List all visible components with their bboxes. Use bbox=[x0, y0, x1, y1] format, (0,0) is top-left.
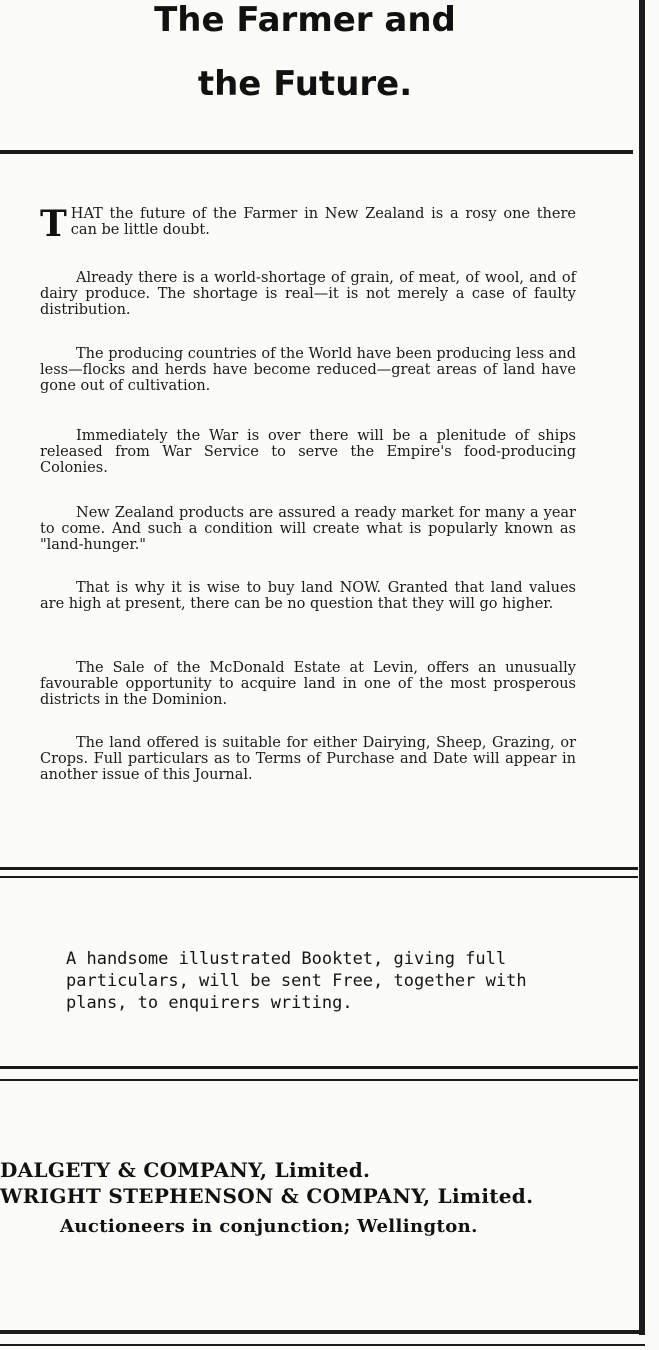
paragraph-land-offered: The land offered is suitable for either Dairying, Sheep, Grazing, or Crops. Full particulars as to Terms of Purchase and Date will appear in another issue of this Journal. bbox=[40, 735, 576, 783]
auctioneers-note: Auctioneers in conjunction; Wellington. bbox=[60, 1216, 478, 1237]
paragraph-intro bbox=[40, 203, 576, 245]
divider-rule bbox=[0, 876, 638, 878]
paragraph-ready-market: New Zealand products are assured a ready market for many a year to come. And such a condition will create what is popularly known as "land-hunger." bbox=[40, 505, 576, 553]
divider-rule bbox=[0, 867, 638, 870]
drop-cap: T bbox=[40, 203, 67, 245]
divider-rule bbox=[0, 1344, 645, 1346]
paragraph-intro-text: HAT the future of the Farmer in New Zealand is a rosy one there can be little doubt. bbox=[70, 206, 576, 238]
firm-wright-stephenson: WRIGHT STEPHENSON & COMPANY, Limited. bbox=[0, 1184, 534, 1208]
booklet-offer: A handsome illustrated Booktet, giving full particulars, will be sent Free, together with plans, to enquirers writing. bbox=[66, 949, 527, 1013]
paragraph-world-shortage: Already there is a world-shortage of grain, of meat, of wool, and of dairy produce. The shortage is real—it is not merely a case of faulty distribution. bbox=[40, 270, 576, 318]
paragraph-ships-released: Immediately the War is over there will be a plenitude of ships released from War Service to serve the Empire's food-producing Colonies. bbox=[40, 428, 576, 476]
paragraph-producing-countries: The producing countries of the World have been producing less and less—flocks and herds have become reduced—great areas of land have gone out of cultivation. bbox=[40, 346, 576, 394]
page-title-line-1: The Farmer and bbox=[154, 0, 456, 40]
divider-rule bbox=[0, 150, 633, 154]
page-border-right bbox=[639, 0, 645, 1335]
divider-rule bbox=[0, 1330, 645, 1334]
paragraph-mcdonald-estate: The Sale of the McDonald Estate at Levin, offers an unusually favourable opportunity to acquire land in one of the most prosperous districts in the Dominion. bbox=[40, 660, 576, 708]
divider-rule bbox=[0, 1079, 638, 1081]
divider-rule bbox=[0, 1066, 638, 1069]
paragraph-buy-land-now: That is why it is wise to buy land NOW. Granted that land values are high at present, there can be no question that they will go higher. bbox=[40, 580, 576, 612]
firm-dalgety: DALGETY & COMPANY, Limited. bbox=[0, 1158, 371, 1182]
page-title-line-2: the Future. bbox=[197, 64, 413, 104]
